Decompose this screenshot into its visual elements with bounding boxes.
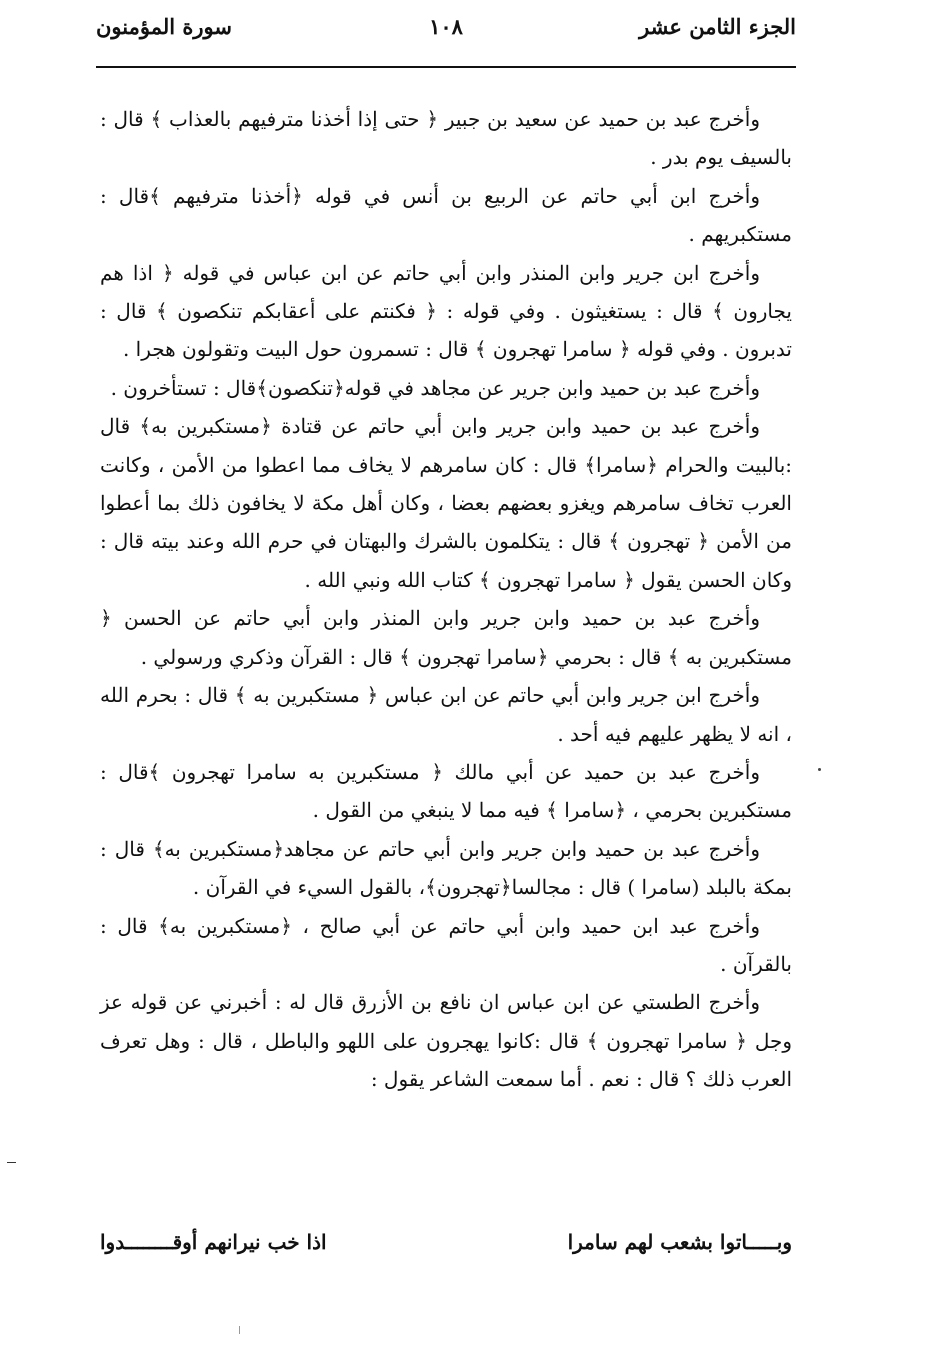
paragraph: وأخرج عبد بن حميد وابن جرير وابن أبي حاتم عن مجاهد﴿مستكبرين به﴾ قال : بمكة بالبلد (سامرا ) قال : مجالسا﴿تهجرون﴾، بالقول السيء في القرآن . (100, 836, 792, 900)
verse-second-hemistich: اذا خب نيرانهم أوقــــــــدوا (100, 1230, 327, 1254)
paragraph: وأخرج عبد ابن حميد وابن أبي حاتم عن أبي صالح ، ﴿مستكبرين به﴾ قال : بالقرآن . (100, 913, 792, 976)
paragraph: وأخرج عبد بن حميد وابن جرير وابن المنذر وابن أبي حاتم عن الحسن ﴿ مستكبرين به ﴾ قال : بحرمي ﴿سامرا تهجرون ﴾ قال : القرآن وذكري ورسولي . (100, 606, 792, 669)
scan-mark (7, 1162, 16, 1163)
scan-speck (239, 1326, 240, 1334)
paragraph: وأخرج ابن جرير وابن المنذر وابن أبي حاتم عن ابن عباس في قوله ﴿ اذا هم يجارون ﴾ قال : يستغيثون . وفي قوله : ﴿ فكنتم على أعقابكم تنكصون ﴾ قال : تدبرون . وفي قوله ﴿ سامرا تهجرون ﴾ قال : تسمرون حول البيت وتقولون هجرا . (100, 260, 792, 362)
part-label: الجزء الثامن عشر (639, 14, 796, 39)
paragraph: وأخرج ابن جرير وابن أبي حاتم عن ابن عباس ﴿ مستكبرين به ﴾ قال : بحرم الله ، انه لا يظهر عليهم فيه أحد . (100, 683, 792, 746)
scan-dot (818, 768, 821, 771)
paragraph: وأخرج ابن أبي حاتم عن الربيع بن أنس في قوله ﴿أخذنا مترفيهم ﴾قال : مستكبريهم . (100, 183, 792, 247)
page-header (96, 14, 796, 48)
paragraph: وأخرج عبد بن حميد عن أبي مالك ﴿ مستكبرين به سامرا تهجرون ﴾قال : مستكبرين بحرمي ، ﴿سامرا ﴾ فيه مما لا ينبغي من القول . (100, 759, 792, 823)
poetry-verse (100, 1230, 792, 1270)
page-body (100, 100, 792, 1099)
paragraph: وأخرج الطستي عن ابن عباس ان نافع بن الأزرق قال له : أخبرني عن قوله عز وجل ﴿ سامرا تهجرون ﴾ قال :كانوا يهجرون على اللهو والباطل ، قال : وهل تعرف العرب ذلك ؟ قال : نعم . أما سمعت الشاعر يقول : (100, 990, 793, 1092)
paragraph: وأخرج عبد بن حميد وابن جرير عن مجاهد في قوله﴿تنكصون﴾قال : تستأخرون . (110, 375, 760, 400)
verse-first-hemistich: وبـــــاتوا بشعب لهم سامرا (567, 1230, 792, 1254)
header-rule (96, 66, 796, 68)
paragraph: وأخرج عبد بن حميد عن سعيد بن جبير ﴿ حتى إذا أخذنا مترفيهم بالعذاب ﴾ قال : بالسيف يوم بدر . (100, 107, 792, 170)
page-number: ١٠٨ (429, 14, 463, 39)
surah-title: سورة المؤمنون (96, 14, 232, 39)
paragraph: وأخرج عبد بن حميد وابن جرير وابن أبي حاتم عن قتادة ﴿مستكبرين به﴾ قال :بالبيت والحرام ﴿سامرا﴾ قال : كان سامرهم لا يخاف مما اعطوا من الأمن ، وكانت العرب تخاف سامرهم ويغزو بعضهم بعضا ، وكان أهل مكة لا يخافون ذلك بما أعطوا من الأمن ﴿ تهجرون ﴾ قال : يتكلمون بالشرك والبهتان في حرم الله وعند بيته قال : وكان الحسن يقول ﴿ سامرا تهجرون ﴾ كتاب الله ونبي الله . (100, 414, 792, 592)
